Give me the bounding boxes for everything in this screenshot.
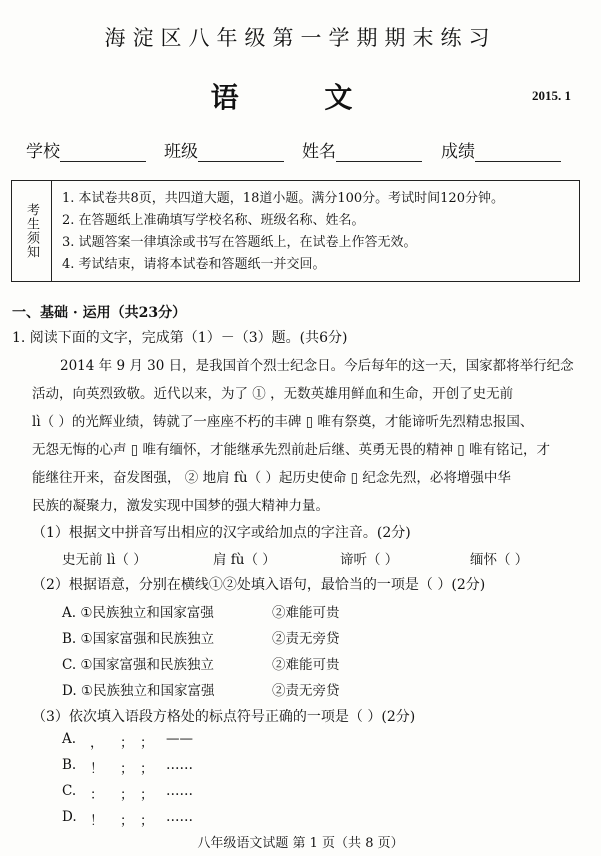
page-footer: 八年级语文试题 第 1 页（共 8 页） [197, 836, 404, 851]
exam-date: 2015. 1 [532, 88, 571, 103]
subquestion-2: （2）根据语意，分别在横线①②处填入语句，最恰当的一项是（ ）(2分) [32, 577, 486, 593]
answer-blank-item[interactable]: 缅怀（ ） [470, 552, 529, 568]
option-b-part2: ②责无旁贷 [272, 631, 340, 647]
answer-blank-item[interactable]: 肩 fù（ ） [213, 552, 276, 568]
option-c-part2: ②难能可贵 [272, 657, 340, 673]
notice-item: 1. 本试卷共8页，共四道大题，18道小题。满分100分。考试时间120分钟。 [62, 191, 504, 206]
punct-option-b[interactable]: B. ！ ； ； …… [62, 757, 193, 777]
notice-item: 4. 考试结束，请将本试卷和答题纸一并交回。 [62, 257, 326, 272]
field-school: 学校 [26, 137, 146, 162]
question-1-stem: 1. 阅读下面的文字，完成第（1）－（3）题。(共6分) [12, 330, 348, 346]
notice-list [62, 188, 504, 276]
option-b[interactable]: B. ①国家富强和民族独立 [62, 631, 215, 647]
passage-line: 无怨无悔的心声 ▯ 唯有缅怀，才能继承先烈前赴后继、英勇无畏的精神 ▯ 唯有铭记，才 [32, 442, 551, 458]
score-blank[interactable] [475, 145, 561, 162]
subject-title: 语 文 [210, 81, 391, 114]
subquestion-1: （1）根据文中拼音写出相应的汉字或给加点的字注音。(2分) [32, 525, 411, 541]
answer-blank-item[interactable]: 史无前 lì（ ） [62, 552, 147, 568]
notice-box [11, 180, 580, 282]
passage-line: 2014 年 9 月 30 日，是我国首个烈士纪念日。今后每年的这一天，国家都将举行纪念 [60, 358, 574, 374]
passage-line: 活动，向英烈致敬。近代以来，为了 ① ，无数英雄用鲜血和生命，开创了史无前 [32, 386, 514, 402]
notice-item: 3. 试题答案一律填涂或书写在答题纸上，在试卷上作答无效。 [62, 235, 417, 250]
punct-option-a[interactable]: A. ， ； ； —— [62, 731, 193, 751]
punct-option-c[interactable]: C. ： ； ； …… [62, 783, 193, 803]
notice-item: 2. 在答题纸上准确填写学校名称、班级名称、姓名。 [62, 213, 365, 228]
option-d-part2: ②责无旁贷 [272, 683, 340, 699]
option-a-part2: ②难能可贵 [272, 605, 340, 621]
passage-line: lì（ ）的光辉业绩，铸就了一座座不朽的丰碑 ▯ 唯有祭奠，才能谛听先烈精忠报国、 [32, 414, 534, 430]
exam-title: 海淀区八年级第一学期期末练习 [104, 26, 497, 50]
notice-label: 考生须知 [24, 203, 39, 259]
option-c[interactable]: C. ①国家富强和民族独立 [62, 657, 215, 673]
field-name: 姓名 [302, 137, 422, 162]
field-score: 成绩 [441, 137, 561, 162]
punct-option-d[interactable]: D. ！ ； ； …… [62, 809, 193, 829]
section-title: 一、基础 · 运用（共23分） [12, 305, 187, 321]
field-class: 班级 [164, 137, 284, 162]
option-d[interactable]: D. ①民族独立和国家富强 [62, 683, 215, 699]
passage-line: 能继往开来，奋发图强， ② 地肩 fù（ ）起历史使命 ▯ 纪念先烈，必将增强中华 [32, 470, 511, 486]
class-blank[interactable] [198, 145, 284, 162]
passage-line: 民族的凝聚力，激发实现中国梦的强大精神力量。 [32, 498, 329, 514]
option-a[interactable]: A. ①民族独立和国家富强 [62, 605, 214, 621]
subquestion-3: （3）依次填入语段方格处的标点符号正确的一项是（ ）(2分) [32, 709, 416, 725]
answer-blank-item[interactable]: 谛听（ ） [340, 552, 399, 568]
notice-label-cell [12, 181, 52, 281]
name-blank[interactable] [336, 145, 422, 162]
school-blank[interactable] [60, 145, 146, 162]
